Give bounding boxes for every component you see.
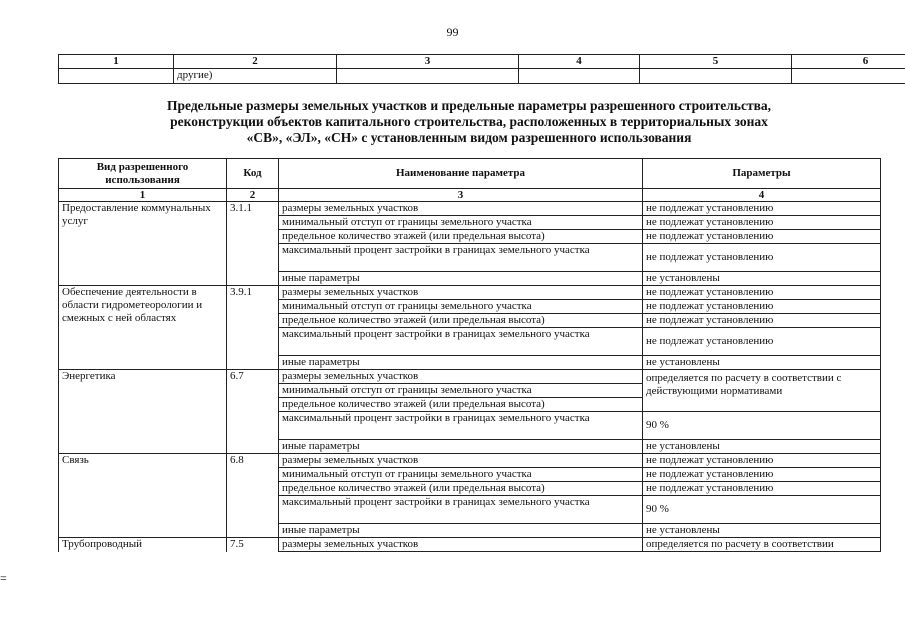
param-value: не подлежат установлению: [643, 468, 881, 482]
number-row: [59, 189, 881, 202]
use-type: Связь: [59, 454, 227, 538]
param-value: не подлежат установлению: [643, 216, 881, 230]
param-name: максимальный процент застройки в границах земельного участка: [279, 412, 643, 440]
param-name: предельное количество этажей (или предельная высота): [279, 230, 643, 244]
param-name: предельное количество этажей (или предельная высота): [279, 482, 643, 496]
param-name: максимальный процент застройки в границах земельного участка: [279, 244, 643, 272]
heading-line: Предельные размеры земельных участков и предельные параметры разрешенного строительства,: [167, 98, 771, 113]
param-name: размеры земельных участков: [279, 538, 643, 552]
use-type: Энергетика: [59, 370, 227, 454]
col-number: 5: [640, 55, 792, 69]
section-heading: [58, 98, 880, 146]
param-name: предельное количество этажей (или предельная высота): [279, 314, 643, 328]
table-row: [59, 454, 881, 468]
col-number: 2: [227, 189, 279, 202]
table-cell: [640, 69, 792, 84]
parameters-table: [58, 158, 881, 552]
param-name: минимальный отступ от границы земельного участка: [279, 216, 643, 230]
heading-line: «СВ», «ЭЛ», «СН» с установленным видом разрешенного использования: [246, 130, 692, 145]
param-value: не подлежат установлению: [643, 482, 881, 496]
table-row: [59, 370, 881, 384]
param-name: максимальный процент застройки в границах земельного участка: [279, 328, 643, 356]
param-value: не установлены: [643, 356, 881, 370]
table-row: [59, 69, 905, 84]
param-name: минимальный отступ от границы земельного участка: [279, 300, 643, 314]
use-type: Трубопроводный: [59, 538, 227, 552]
param-value: не подлежат установлению: [643, 244, 881, 272]
header-value: Параметры: [643, 159, 881, 189]
header-row: [59, 159, 881, 189]
param-value: не установлены: [643, 440, 881, 454]
param-value: не установлены: [643, 524, 881, 538]
param-name: максимальный процент застройки в границах земельного участка: [279, 496, 643, 524]
param-value: не подлежат установлению: [643, 300, 881, 314]
param-value: не подлежат установлению: [643, 454, 881, 468]
header-type: Вид разрешенного использования: [59, 159, 227, 189]
table-cell: [519, 69, 640, 84]
param-name: размеры земельных участков: [279, 286, 643, 300]
col-number: 1: [59, 55, 174, 69]
param-name: минимальный отступ от границы земельного участка: [279, 468, 643, 482]
header-code: Код: [227, 159, 279, 189]
col-number: 1: [59, 189, 227, 202]
use-code: 6.8: [227, 454, 279, 538]
col-number: 3: [337, 55, 519, 69]
heading-line: реконструкции объектов капитального строительства, расположенных в территориальных зонах: [170, 114, 768, 129]
param-value: не подлежат установлению: [643, 328, 881, 356]
col-number: 2: [174, 55, 337, 69]
use-code: 3.9.1: [227, 286, 279, 370]
use-code: 6.7: [227, 370, 279, 454]
param-value: не подлежат установлению: [643, 314, 881, 328]
param-name: иные параметры: [279, 440, 643, 454]
param-name: размеры земельных участков: [279, 370, 643, 384]
use-type: Обеспечение деятельности в области гидрометеорологии и смежных с ней областях: [59, 286, 227, 370]
param-value: не подлежат установлению: [643, 202, 881, 216]
col-number: 4: [519, 55, 640, 69]
column-number-row: [59, 55, 905, 69]
table-row: [59, 538, 881, 552]
param-value: не подлежат установлению: [643, 286, 881, 300]
use-type: Предоставление коммунальных услуг: [59, 202, 227, 286]
param-value: не подлежат установлению: [643, 230, 881, 244]
col-number: 3: [279, 189, 643, 202]
table-cell: другие): [174, 69, 337, 84]
margin-mark: =: [0, 571, 7, 585]
param-name: иные параметры: [279, 356, 643, 370]
use-code: 7.5: [227, 538, 279, 552]
param-value: определяется по расчету в соответствии с действующими нормативами: [643, 370, 881, 412]
table-cell: [792, 69, 905, 84]
col-number: 6: [792, 55, 905, 69]
param-value: не установлены: [643, 272, 881, 286]
param-name: иные параметры: [279, 272, 643, 286]
param-value: 90 %: [643, 412, 881, 440]
table-cell: [59, 69, 174, 84]
page-number: 99: [446, 25, 459, 39]
header-param: Наименование параметра: [279, 159, 643, 189]
param-name: предельное количество этажей (или предельная высота): [279, 398, 643, 412]
table-row: [59, 286, 881, 300]
table-cell: [337, 69, 519, 84]
param-name: иные параметры: [279, 524, 643, 538]
param-value: определяется по расчету в соответствии: [643, 538, 881, 552]
table-row: [59, 202, 881, 216]
param-name: минимальный отступ от границы земельного участка: [279, 384, 643, 398]
continued-table: [58, 54, 905, 84]
col-number: 4: [643, 189, 881, 202]
use-code: 3.1.1: [227, 202, 279, 286]
param-name: размеры земельных участков: [279, 454, 643, 468]
param-name: размеры земельных участков: [279, 202, 643, 216]
param-value: 90 %: [643, 496, 881, 524]
